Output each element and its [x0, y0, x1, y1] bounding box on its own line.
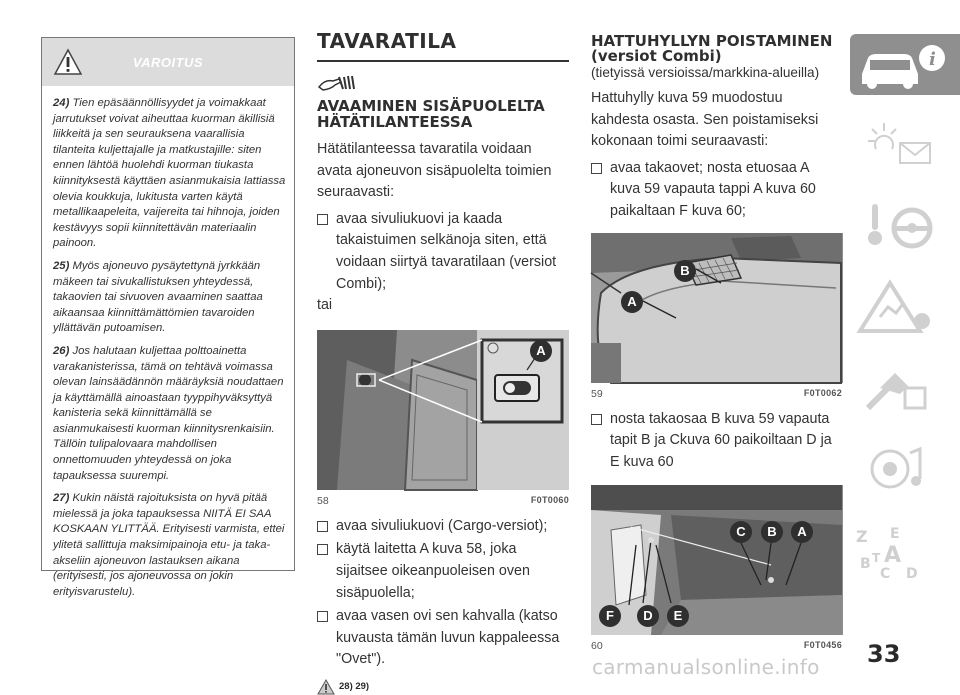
figure-59 — [591, 233, 842, 400]
availability-note: (tietyissä versioissa/markkina-alueilla) — [591, 65, 820, 80]
figure-number: 58 — [317, 494, 329, 507]
column-parcel-shelf — [591, 30, 842, 652]
section-heading: TAVARATILA — [317, 29, 457, 53]
warning-item: 27) Kukin näistä rajoituksista on hyvä pitää mielessä ja joka tapauksessa NIITÄ EI SAA KOSKAAN YLITTÄÄ. Erityisesti varmista, ettei ylitetä sallittuja maksimipainoja etu- ja taka-akseliin ajoneuvon lastauksen aikana (erityisesti, jos ajoneuvossa on jokin erityisvarustelu). — [53, 492, 285, 598]
step-item: avaa takaovet; nosta etuosaa A kuva 59 vapauta tappi A kuva 60 paikaltaan F kuva 60; — [591, 158, 842, 223]
sidebar-tab-emergency[interactable] — [850, 358, 960, 419]
warning-body — [42, 86, 294, 600]
chapter-sidebar — [850, 34, 960, 601]
figure-59-image — [591, 233, 843, 383]
sidebar-tab-index[interactable] — [850, 520, 960, 581]
checkbox-icon — [317, 521, 328, 532]
callout-b: B — [674, 260, 696, 282]
figure-58 — [317, 330, 569, 507]
warning-triangle-icon — [317, 679, 335, 695]
subsection-heading: AVAAMINEN SISÄPUOLELTA HÄTÄTILANTEESSA — [317, 97, 545, 131]
svg-text:C: C — [880, 566, 891, 582]
svg-text:E: E — [890, 526, 900, 542]
figure-number: 60 — [591, 640, 603, 653]
warning-box — [41, 37, 295, 598]
svg-text:Z: Z — [856, 527, 868, 546]
figure-code: F0T0062 — [803, 387, 842, 398]
callout-d: D — [637, 605, 659, 627]
warning-title: VAROITUS — [132, 55, 204, 70]
heading-rule — [317, 60, 569, 62]
sidebar-tab-multimedia[interactable] — [850, 439, 960, 500]
step-item: nosta takaosaa B kuva 59 vapauta tapit B ja Ckuva 60 paikoiltaan D ja E kuva 60 — [591, 409, 842, 474]
checkbox-icon — [317, 611, 328, 622]
svg-text:i: i — [929, 49, 936, 70]
figure-60-image — [591, 485, 843, 635]
sidebar-tab-starting-driving[interactable] — [850, 277, 960, 338]
callout-c: C — [730, 521, 752, 543]
warning-header — [42, 38, 294, 86]
sidebar-tab-vehicle-info[interactable] — [850, 34, 960, 95]
figure-code: F0T0456 — [803, 640, 842, 651]
hand-key-icon — [317, 73, 357, 93]
callout-b: B — [761, 521, 783, 543]
figure-60 — [591, 485, 842, 652]
figure-caption — [591, 388, 842, 400]
svg-text:T: T — [872, 551, 881, 565]
version-glyphs — [317, 71, 569, 93]
callout-a: A — [530, 340, 552, 362]
checkbox-icon — [317, 544, 328, 555]
intro-text: Hattuhylly kuva 59 muodostuu kahdesta osasta. Sen poistamiseksi kokonaan toimi seuraavasti: — [591, 90, 819, 150]
step-item: avaa vasen ovi sen kahvalla (katso kuvausta tämän luvun kappaleessa "Ovet"). — [317, 606, 569, 671]
section-heading: HATTUHYLLYN POISTAMINEN (versiot Combi) — [591, 32, 833, 65]
svg-text:B: B — [860, 556, 871, 572]
page-number: 33 — [867, 640, 901, 668]
figure-caption — [591, 640, 842, 652]
warning-item: 25) Myös ajoneuvo pysäytettynä jyrkkään mäkeen tai sivukallistuksen yhteydessä, takaovien tai sivuoven avaaminen saattaa aikaansaa kiinnittämättömien tavaroiden yllättävän putoamisen. — [53, 259, 263, 335]
step-item: avaa sivuliukuovi ja kaada takaistuimen selkänoja siten, että voidaan siirtyä tavaratilaan (versiot Combi); — [317, 209, 569, 295]
checkbox-icon — [591, 414, 602, 425]
callout-f: F — [599, 605, 621, 627]
figure-number: 59 — [591, 387, 603, 400]
figure-58-image — [317, 330, 569, 490]
watermark: carmanualsonline.info — [592, 655, 820, 679]
step-item: käytä laitetta A kuva 58, joka sijaitsee oikeanpuoleisen oven sisäpuolella; — [317, 539, 569, 604]
callout-a: A — [791, 521, 813, 543]
warning-item: 24) Tien epäsäännöllisyydet ja voimakkaat jarrutukset voivat aiheuttaa kuorman äkillisiä liikkeitä ja sen seurauksena vaarallisia tilanteita kuljettajalle ja matkustajille: siten ennen lähtöä huolehdi kuorman tiukasta kiinnityksestä käyttäen asianmukaisia lattiassa olevia koukkuja, lukitusta varten käytä metallikaapeleita, vaijereita tai hihnoja, joiden kestävyys sopii kiinnitettävän materiaalin painoon. — [53, 97, 286, 250]
svg-text:A: A — [884, 543, 902, 568]
or-text: tai — [317, 297, 333, 314]
callout-a: A — [621, 291, 643, 313]
svg-text:D: D — [906, 566, 918, 582]
sidebar-tab-lights-messages[interactable] — [850, 115, 960, 176]
checkbox-icon — [591, 163, 602, 174]
figure-code: F0T0060 — [530, 494, 569, 505]
step-item: avaa sivuliukuovi (Cargo-versiot); — [317, 516, 569, 538]
warning-item: 26) Jos halutaan kuljettaa polttoainetta varakanisterissa, tämä on tehtävä voimassa olevan lainsäädännön määräyksiä noudattaen ja käyttämällä ainoastaan tyyppihyväksyttyä kanisteria sekä kiinnittämällä se asianmukaisesti kuorman kiinnitysrenkaisiin. Tällöin tulipalovaara mahdollisen onnettomuuden yhteydessä on joka tapauksessa suurempi. — [53, 344, 284, 482]
warning-refs: 28) 29) — [317, 679, 569, 695]
intro-text: Hätätilanteessa tavaratila voidaan avata ajoneuvon sisäpuolelta toimien seuraavasti: — [317, 141, 552, 201]
callout-e: E — [667, 605, 689, 627]
checkbox-icon — [317, 214, 328, 225]
figure-caption — [317, 495, 569, 507]
column-cargo-area — [317, 30, 569, 695]
sidebar-tab-safety-steering[interactable] — [850, 196, 960, 257]
